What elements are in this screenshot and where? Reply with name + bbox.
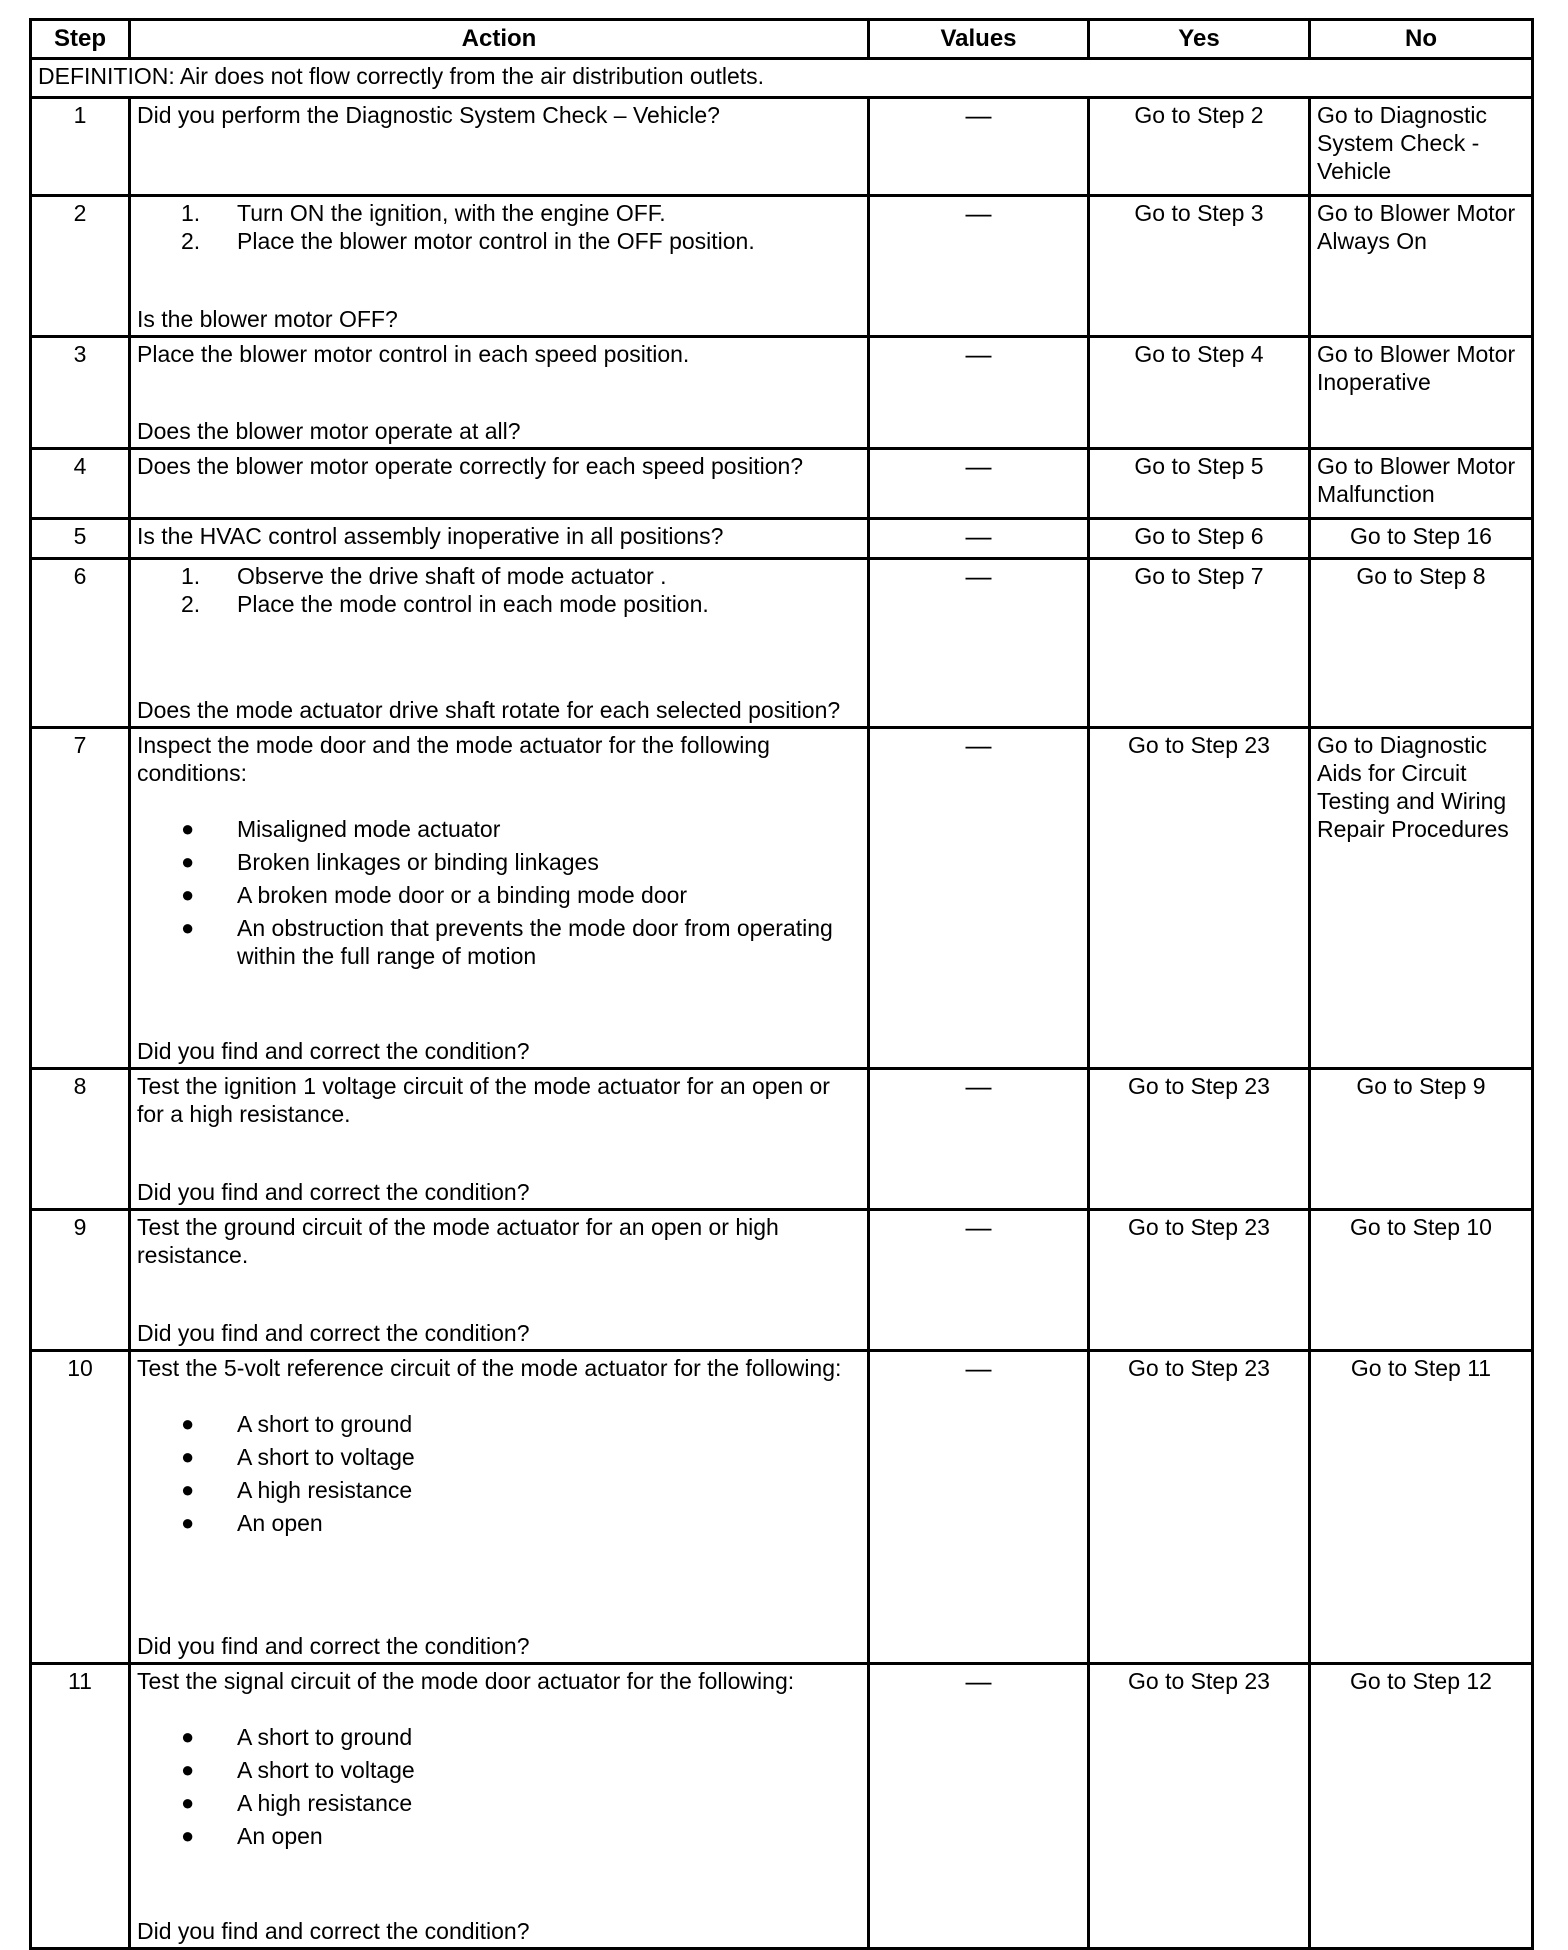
list-item: ● A broken mode door or a binding mode door: [181, 882, 688, 908]
yes-cell: Go to Step 23: [1089, 1210, 1310, 1351]
yes-cell: Go to Step 4: [1089, 337, 1310, 449]
values-cell: —: [869, 1664, 1089, 1949]
step-number: 11: [31, 1664, 130, 1949]
no-cell: Go to Step 9: [1310, 1069, 1533, 1210]
yes-cell: Go to Step 23: [1089, 1069, 1310, 1210]
action-question: Does the mode actuator drive shaft rotate for each selected position?: [137, 697, 841, 723]
action-question: Did you perform the Diagnostic System Check – Vehicle?: [137, 102, 720, 128]
no-cell: Go to Step 12: [1310, 1664, 1533, 1949]
table-row-step-7: [31, 728, 1533, 1069]
no-cell: Go to Blower Motor Inoperative: [1310, 337, 1533, 449]
table-row-step-10: [31, 1351, 1533, 1664]
step-number: 5: [31, 519, 130, 559]
list-item: ● Broken linkages or binding linkages: [181, 849, 599, 875]
action-intro: Place the blower motor control in each speed position.: [137, 341, 690, 367]
step-number: 4: [31, 449, 130, 519]
values-cell: —: [869, 728, 1089, 1069]
action-question: Is the blower motor OFF?: [137, 306, 398, 332]
list-item: 1. Observe the drive shaft of mode actuator .: [181, 563, 667, 589]
header-yes: Yes: [1089, 20, 1310, 59]
header-action: Action: [130, 20, 869, 59]
action-steps-list: [137, 199, 861, 255]
list-item: ● A short to voltage: [181, 1757, 415, 1783]
list-item: ● An open: [181, 1823, 323, 1849]
action-question: Does the blower motor operate correctly for each speed position?: [137, 453, 804, 479]
values-cell: —: [869, 449, 1089, 519]
list-item: 2. Place the blower motor control in the OFF position.: [181, 228, 755, 254]
step-number: 10: [31, 1351, 130, 1664]
no-cell: Go to Blower Motor Malfunction: [1310, 449, 1533, 519]
no-cell: Go to Blower Motor Always On: [1310, 196, 1533, 337]
step-number: 9: [31, 1210, 130, 1351]
table-row-step-4: [31, 449, 1533, 519]
no-cell: Go to Step 8: [1310, 559, 1533, 728]
values-cell: —: [869, 196, 1089, 337]
table-row-step-2: [31, 196, 1533, 337]
table-row-step-11: [31, 1664, 1533, 1949]
header-step: Step: [31, 20, 130, 59]
action-question: Did you find and correct the condition?: [137, 1179, 530, 1205]
action-cell: [130, 728, 869, 1069]
action-cell: [130, 559, 869, 728]
list-item: ● An open: [181, 1510, 323, 1536]
no-cell: Go to Step 16: [1310, 519, 1533, 559]
action-question: Did you find and correct the condition?: [137, 1038, 530, 1064]
values-cell: —: [869, 98, 1089, 196]
action-question: Does the blower motor operate at all?: [137, 418, 521, 444]
step-number: 3: [31, 337, 130, 449]
step-number: 7: [31, 728, 130, 1069]
values-cell: —: [869, 1069, 1089, 1210]
step-number: 2: [31, 196, 130, 337]
no-cell: Go to Diagnostic Aids for Circuit Testing and Wiring Repair Procedures: [1310, 728, 1533, 1069]
values-cell: —: [869, 337, 1089, 449]
step-number: 1: [31, 98, 130, 196]
table-row-step-8: [31, 1069, 1533, 1210]
action-intro: Test the ignition 1 voltage circuit of the mode actuator for an open or for a high resistance.: [137, 1073, 830, 1127]
table-row-step-9: [31, 1210, 1533, 1351]
definition-row: [31, 59, 1533, 98]
no-cell: Go to Step 10: [1310, 1210, 1533, 1351]
yes-cell: Go to Step 23: [1089, 1664, 1310, 1949]
list-item: ● Misaligned mode actuator: [181, 816, 501, 842]
table-row-step-3: [31, 337, 1533, 449]
values-cell: —: [869, 1210, 1089, 1351]
action-bullet-list: [137, 815, 861, 970]
table-row-step-6: [31, 559, 1533, 728]
action-cell: [130, 519, 869, 559]
list-item: ● A short to ground: [181, 1724, 413, 1750]
yes-cell: Go to Step 23: [1089, 1351, 1310, 1664]
list-item: ● A high resistance: [181, 1790, 413, 1816]
action-question: Is the HVAC control assembly inoperative in all positions?: [137, 523, 724, 549]
action-cell: [130, 337, 869, 449]
yes-cell: Go to Step 5: [1089, 449, 1310, 519]
yes-cell: Go to Step 2: [1089, 98, 1310, 196]
definition-text: DEFINITION: Air does not flow correctly from the air distribution outlets.: [31, 59, 1533, 98]
values-cell: —: [869, 559, 1089, 728]
yes-cell: Go to Step 23: [1089, 728, 1310, 1069]
no-cell: Go to Step 11: [1310, 1351, 1533, 1664]
action-question: Did you find and correct the condition?: [137, 1633, 530, 1659]
values-cell: —: [869, 1351, 1089, 1664]
step-number: 6: [31, 559, 130, 728]
list-item: ● A short to ground: [181, 1411, 413, 1437]
list-item: ● A high resistance: [181, 1477, 413, 1503]
action-cell: [130, 1069, 869, 1210]
step-number: 8: [31, 1069, 130, 1210]
action-intro: Inspect the mode door and the mode actuator for the following conditions:: [137, 732, 770, 786]
action-intro: Test the signal circuit of the mode door actuator for the following:: [137, 1668, 795, 1694]
list-item: 2. Place the mode control in each mode position.: [181, 591, 709, 617]
values-cell: —: [869, 519, 1089, 559]
list-item: ● A short to voltage: [181, 1444, 415, 1470]
table-row-step-5: [31, 519, 1533, 559]
no-cell: Go to Diagnostic System Check - Vehicle: [1310, 98, 1533, 196]
diagnostic-table: [29, 18, 1534, 1950]
action-cell: [130, 1210, 869, 1351]
yes-cell: Go to Step 3: [1089, 196, 1310, 337]
action-cell: [130, 1664, 869, 1949]
action-cell: [130, 98, 869, 196]
header-row: [31, 20, 1533, 59]
action-intro: Test the ground circuit of the mode actuator for an open or high resistance.: [137, 1214, 779, 1268]
action-steps-list: [137, 562, 861, 618]
table-row-step-1: [31, 98, 1533, 196]
action-bullet-list: [137, 1410, 861, 1537]
yes-cell: Go to Step 7: [1089, 559, 1310, 728]
action-bullet-list: [137, 1723, 861, 1850]
action-cell: [130, 449, 869, 519]
action-question: Did you find and correct the condition?: [137, 1918, 530, 1944]
action-intro: Test the 5-volt reference circuit of the mode actuator for the following:: [137, 1355, 842, 1381]
header-values: Values: [869, 20, 1089, 59]
action-cell: [130, 196, 869, 337]
list-item: ● An obstruction that prevents the mode door from operating within the full range of motion: [181, 915, 833, 969]
list-item: 1. Turn ON the ignition, with the engine OFF.: [181, 200, 666, 226]
header-no: No: [1310, 20, 1533, 59]
yes-cell: Go to Step 6: [1089, 519, 1310, 559]
action-cell: [130, 1351, 869, 1664]
action-question: Did you find and correct the condition?: [137, 1320, 530, 1346]
